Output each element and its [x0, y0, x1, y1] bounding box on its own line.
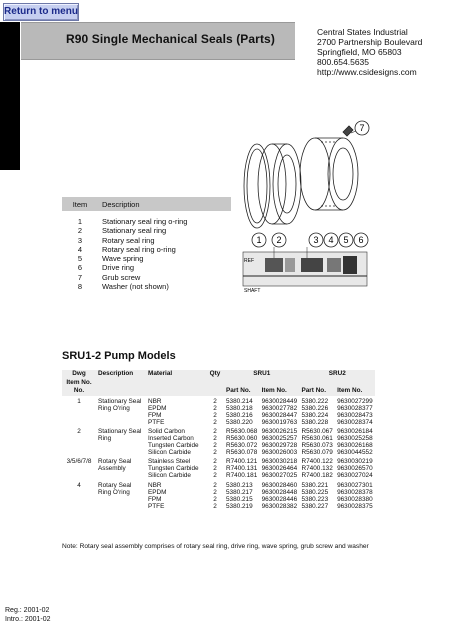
callout-3: [309, 233, 323, 247]
table-row: Ring Inserted Carbon 2 R5630.060 9630025257 R5630.061 9630025258: [98, 434, 373, 442]
table-row: Assembly Tungsten Carbide 2 R7400.131 9630026464 R7400.132 9630026570: [98, 465, 373, 473]
table-row: Ring O'ring EPDM 2 5380.218 9630027782 5380.226 9630028377: [98, 404, 373, 412]
side-accent-bar: [0, 22, 20, 170]
svg-text:5: 5: [343, 235, 349, 245]
item-header: Item: [62, 197, 98, 211]
svg-text:1: 1: [256, 235, 262, 245]
material-header: Material: [146, 370, 206, 379]
seal-section-view: [243, 247, 367, 294]
table-row: FPM 2 5380.215 9630028446 5380.223 9630028380: [148, 495, 373, 503]
item-description-table: [62, 197, 231, 291]
phone-number: 800.654.5635: [317, 57, 369, 67]
item-row: 3 Rotary seal ring: [77, 235, 155, 245]
intro-date: Intro.: 2001-02: [5, 616, 51, 623]
table-row: 3/5/6/7/8 Rotary Seal Stainless Steel 2 R7400.121 9630030218 R7400.122 9630030219: [66, 458, 373, 466]
parts-table: Dwg Description Material Qty SRU1 SRU2 Item No. No. Part No. Item No. Part No. Item No. 1 Stationary Seal NBR 2 5380.214 9630028449 5380.222 9630027299 Ring O'ring EPDM 2 5380.218 9630027782 5380.226 9630028377 FPM 2 5380.216 9630028447 5380.224 9630028473 PTFE 2 5380.220 9630019763 5380.228 9630028374 2 Stationary Seal Solid Carbon 2 R5630.068 9630026215 R5630.067 9630026184 Ring Inserted Carbon 2 R5630.060 9630025257 R5630.061 9630025258 Tungsten Carbide 2 R5630.072 9630029728 R5630.073 9630026168 Silicon Carbide 2 R5630.078 9630026003 R5630.079 9630044552 3/5/6/7/8 Rotary Seal Stainless Steel 2 R7400.121 9630030218 R7400.122 9630030219 Assembly Tungsten Carbide 2 R7400.131 9630026464 R7400.132 9630026570 Silicon Carbide 2 R7400.181 9630027025 R7400.182 9630027024 4 Rotary Seal NBR 2 5380.213 9630028460 5380.221 9630027301 Ring O'ring EPDM 2 5380.217 9630028448 5380.225 9630028378 FPM 2 5380.215 9630028446 5380.223 9630028380 PTFE 2 5380.219 9630028382 5380.227 9630028375: [62, 370, 375, 510]
qty-header: Qty: [206, 370, 224, 379]
description-header: Description: [98, 197, 231, 211]
seal-exploded-drawing: [235, 112, 375, 296]
svg-text:3: 3: [313, 235, 319, 245]
sru2-part-no-header: Part No.: [299, 387, 335, 396]
item-row: 4 Rotary seal ring o-ring: [77, 244, 176, 254]
table-row: Ring O'ring EPDM 2 5380.217 9630028448 5380.225 9630028378: [98, 488, 373, 496]
callout-2: [272, 233, 286, 247]
callout-6: [354, 233, 368, 247]
item-row: 2 Stationary seal ring: [77, 226, 167, 236]
item-row: 5 Wave spring: [77, 254, 144, 264]
table-row: PTFE 2 5380.220 9630019763 5380.228 9630028374: [148, 418, 373, 426]
table-row: 1 Stationary Seal NBR 2 5380.214 9630028449 5380.222 9630027299: [77, 397, 373, 405]
sru1-part-no-header: Part No.: [224, 387, 260, 396]
item-row: 8 Washer (not shown): [77, 282, 169, 292]
svg-text:6: 6: [358, 235, 364, 245]
return-to-menu-button[interactable]: Return to menu: [3, 3, 79, 21]
page-title: R90 Single Mechanical Seals (Parts): [66, 32, 275, 46]
callout-1: [252, 233, 266, 247]
table-row: FPM 2 5380.216 9630028447 5380.224 9630028473: [148, 411, 373, 419]
address-line-2: Springfield, MO 65803: [317, 47, 402, 57]
sru2-item-no-header: Item No.: [335, 387, 375, 396]
dwg-header: Dwg: [62, 370, 96, 379]
website-url[interactable]: http://www.csidesigns.com: [317, 67, 417, 77]
table-row: 2 Stationary Seal Solid Carbon 2 R5630.068 9630026215 R5630.067 9630026184: [77, 427, 373, 435]
company-address: [317, 27, 422, 77]
callout-4: [324, 233, 338, 247]
svg-text:7: 7: [359, 123, 365, 133]
table-row: PTFE 2 5380.219 9630028382 5380.227 9630028375: [148, 502, 373, 510]
callout-7: [351, 121, 369, 135]
item-row: 1 Stationary seal ring o-ring: [77, 217, 188, 226]
svg-text:4: 4: [328, 235, 334, 245]
revision-info: [5, 606, 51, 624]
address-line-1: 2700 Partnership Boulevard: [317, 37, 423, 47]
svg-text:REF: REF: [244, 258, 254, 264]
item-row: 7 Grub screw: [77, 272, 141, 282]
table-row: Silicon Carbide 2 R7400.181 9630027025 R7400.182 9630027024: [148, 472, 373, 480]
svg-text:2: 2: [276, 235, 282, 245]
sru1-header: SRU1: [224, 370, 299, 379]
assembly-note: Note: Rotary seal assembly comprises of rotary seal ring, drive ring, wave spring, grub screw and washer: [62, 543, 369, 550]
sru1-item-no-header: Item No.: [260, 387, 300, 396]
table-row: Silicon Carbide 2 R5630.078 9630026003 R5630.079 9630044552: [148, 449, 373, 457]
table-row: 4 Rotary Seal NBR 2 5380.213 9630028460 5380.221 9630027301: [77, 481, 373, 489]
svg-text:SHAFT: SHAFT: [244, 288, 261, 294]
item-row: 6 Drive ring: [77, 263, 135, 273]
table-row: Tungsten Carbide 2 R5630.072 9630029728 R5630.073 9630026168: [148, 442, 373, 450]
reg-date: Reg.: 2001-02: [5, 607, 50, 614]
company-name: Central States Industrial: [317, 27, 408, 37]
callout-5: [339, 233, 353, 247]
section-title: SRU1-2 Pump Models: [62, 350, 176, 362]
description-col-header: Description: [96, 370, 146, 379]
sru2-header: SRU2: [299, 370, 375, 379]
